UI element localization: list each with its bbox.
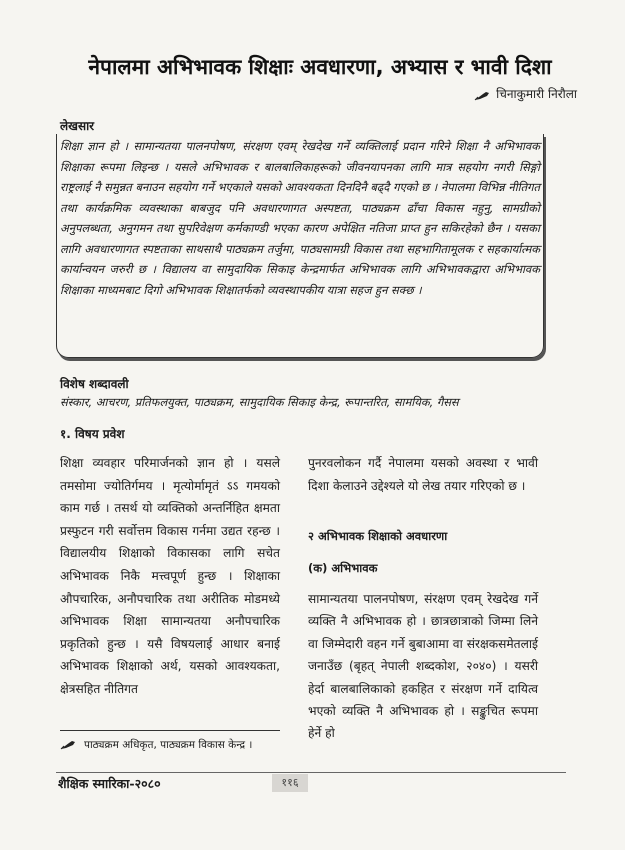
keywords-label: विशेष शब्दावली xyxy=(60,377,129,391)
section-1-left-column: शिक्षा व्यवहार परिमार्जनको ज्ञान हो । यसले तमसोमा ज्योतिर्गमय । मृत्योर्मामृतं ऽऽ गमयको काम गर्छ । तसर्थ यो व्यक्तिको अन्तर्निहित क्षमता प्रस्फुटन गरी सर्वोत्तम विकास गर्नमा उद्यत रहन्छ । विद्यालयीय शिक्षाको विकासका लागि सचेत अभिभावक निकै मत्त्वपूर्ण हुन्छ । शिक्षाका औपचारिक, अनौपचारिक तथा अरीतिक मोडमध्ये अभिभावक शिक्षा सामान्यतया अनौपचारिक प्रकृतिको हुन्छ । यसै विषयलाई आधार बनाई अभिभावक शिक्षाको अर्थ, यसको आवश्यकता, क्षेत्रसहित नीतिगत xyxy=(60,456,280,696)
pen-nib-icon xyxy=(474,89,490,99)
section-1-right-column xyxy=(308,452,538,497)
author-name: चिनाकुमारी निरौला xyxy=(496,87,577,101)
section-2-text: सामान्यतया पालनपोषण, संरक्षण एवम् रेखदेख गर्ने व्यक्ति नै अभिभावक हो । छात्रछात्राको जिम्मा लिने वा जिम्मेदारी वहन गर्ने बुबाआमा वा संरक्षकसमेतलाई जनाउँछ (बृहत् नेपाली शब्दकोश, २०४०) । यसरी हेर्दा बालबालिकाको हकहित र संरक्षण गर्ने दायित्व भएको व्यक्ति नै अभिभावक हो । सङ्कुचित रूपमा हेर्ने हो xyxy=(308,592,538,741)
section-1-continuation: पुनरवलोकन गर्दै नेपालमा यसको अवस्था र भावी दिशा केलाउने उद्देश्यले यो लेख तयार गरिएको छ । xyxy=(308,456,538,493)
footnote-divider xyxy=(60,730,280,731)
article-title: नेपालमा अभिभावक शिक्षाः अवधारणा, अभ्यास र भावी दिशा xyxy=(88,55,552,79)
abstract-label: लेखसार xyxy=(60,119,95,133)
footnote-text: पाठ्यक्रम अधिकृत, पाठ्यक्रम विकास केन्द्र । xyxy=(84,739,253,751)
pen-nib-icon xyxy=(60,740,76,750)
footer-divider xyxy=(56,772,566,773)
page-number: ११६ xyxy=(272,774,308,792)
section-2-heading: २ अभिभावक शिक्षाको अवधारणा xyxy=(308,529,448,543)
footnote xyxy=(60,738,300,752)
author-line xyxy=(474,86,577,102)
abstract-text: शिक्षा ज्ञान हो । सामान्यतया पालनपोषण, संरक्षण एवम् रेखदेख गर्ने व्यक्तिलाई प्रदान गरिने शिक्षा नै अभिभावक शिक्षाका रूपमा लिइन्छ । यसले अभिभावक र बालबालिकाहरूको जीवनयापनका लागि मात्र सहयोग नगरी सिङ्गो राष्ट्रलाई नै समुन्नत बनाउन सहयोग गर्ने भएकाले यसको आवश्यकता दिनदिनै बढ्दै गएको छ । नेपालमा विभिन्न नीतिगत तथा कार्यक्रमिक व्यवस्थाका बाबजुद पनि अवधारणागत अस्पष्टता, पाठ्यक्रम ढाँचा विकास नहुनु, सामग्रीको अनुपलब्धता, अनुगमन तथा सुपरिवेक्षण कर्मकाण्डी भएका कारण अपेक्षित नतिजा प्राप्त हुन सकिरहेको छैन । यसका लागि अवधारणागत स्पष्टताका साथसाथै पाठ्यक्रम तर्जुमा, पाठ्यसामग्री विकास तथा सहभागितामूलक र सहकार्यात्मक कार्यान्वयन जरुरी छ । विद्यालय वा सामुदायिक सिकाइ केन्द्रमार्फत अभिभावक लागि अभिभावकद्वारा अभिभावक शिक्षाका माध्यमबाट दिगो अभिभावक शिक्षातर्फको व्यवस्थापकीय यात्रा सहज हुन सक्छ । xyxy=(60,139,540,297)
section-2-subheading: (क) अभिभावक xyxy=(308,561,378,575)
journal-name: शैक्षिक स्मारिका-२०८० xyxy=(58,776,161,791)
keywords-text: संस्कार, आचरण, प्रतिफलयुक्त, पाठ्यक्रम, सामुदायिक सिकाइ केन्द्र, रूपान्तरित, सामयिक, गैसस xyxy=(60,395,459,409)
section-1-heading: १. विषय प्रवेश xyxy=(60,427,125,441)
